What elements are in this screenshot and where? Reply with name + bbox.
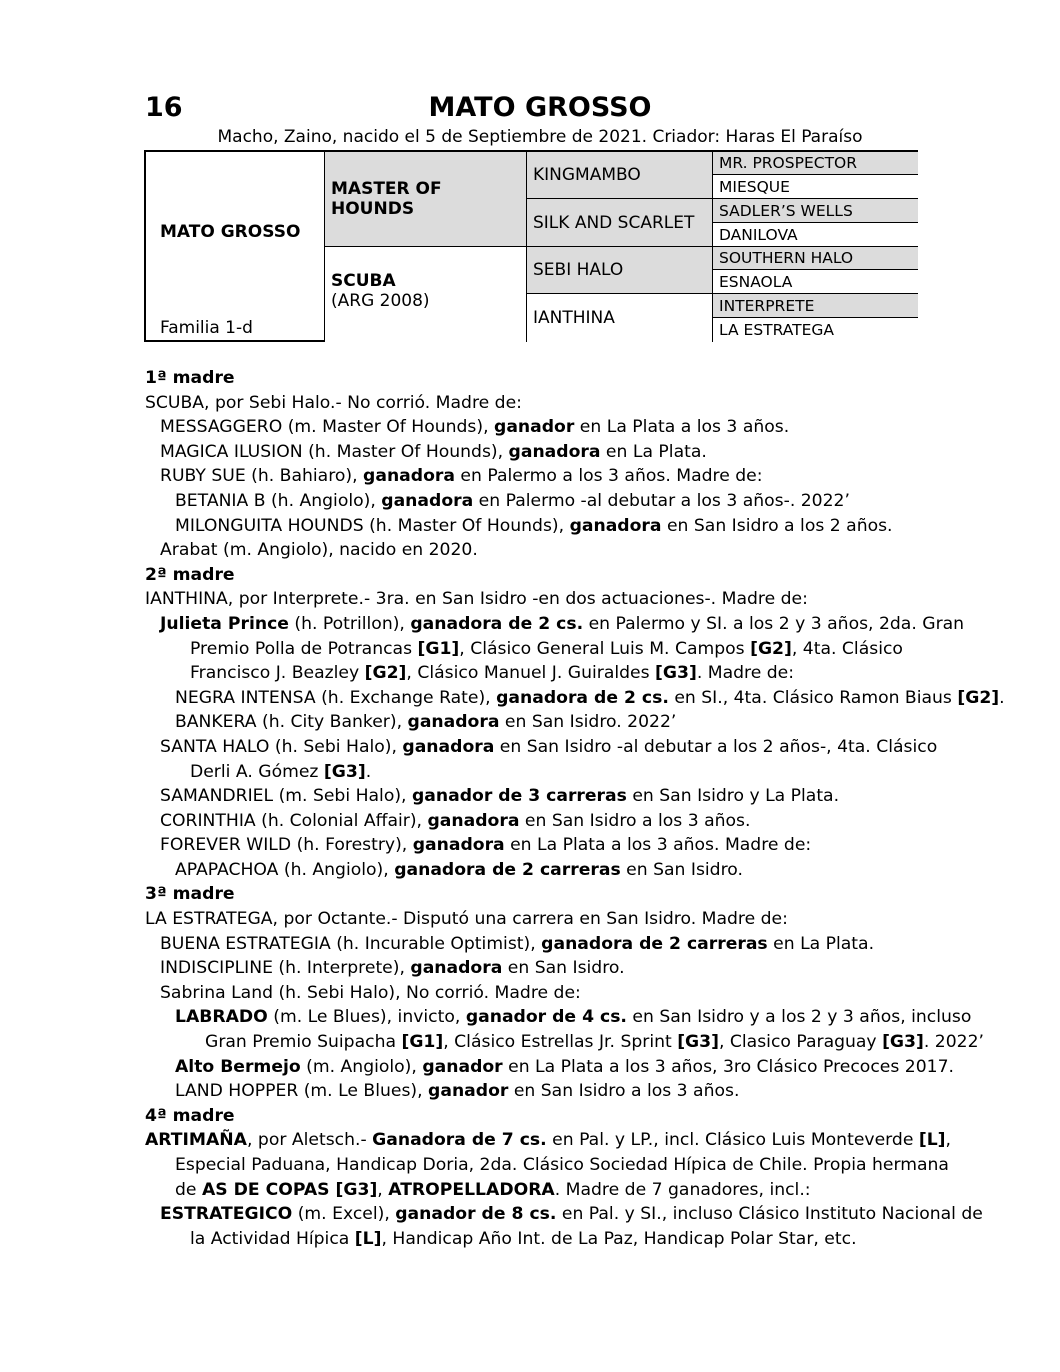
record-line	[145, 1079, 945, 1104]
text-segment: de	[175, 1179, 202, 1200]
bold-text: ganadora	[410, 958, 503, 979]
record-line	[145, 489, 945, 514]
bold-text: ganador	[422, 1056, 503, 1077]
text-segment: en La Plata a los 3 años.	[574, 417, 790, 438]
bold-text: ganadora de 2 carreras	[394, 859, 621, 880]
pedigree-g3-5-name: SOUTHERN HALO	[719, 249, 854, 267]
section-heading	[145, 366, 945, 391]
horse-subtitle: Macho, Zaino, nacido el 5 de Septiembre de 2021. Criador: Haras El Paraíso	[217, 127, 863, 147]
text-segment: BUENA ESTRATEGIA (h. Incurable Optimist),	[160, 933, 542, 954]
text-segment: ,	[945, 1130, 951, 1151]
text-segment: (m. Angiolo),	[300, 1056, 423, 1077]
text-segment: en Pal. y SI., incluso Clásico Instituto Nacional de	[556, 1204, 983, 1225]
text-segment: Francisco J. Beazley	[190, 663, 365, 684]
bold-text: [G3]	[882, 1032, 924, 1053]
bold-text: [G3]	[677, 1032, 719, 1053]
pedigree-dam-name: SCUBA	[331, 271, 396, 291]
produce-record	[145, 366, 1005, 1251]
text-segment: en Palermo -al debutar a los 3 años-. 2022’	[473, 490, 850, 511]
text-segment: , 4ta. Clásico	[791, 638, 903, 659]
pedigree-dam-dam-name: IANTHINA	[533, 308, 615, 328]
bold-text: ganador	[494, 417, 575, 438]
bold-text: [G1]	[417, 638, 460, 659]
record-line	[145, 735, 945, 760]
pedigree-sire	[324, 152, 526, 246]
text-segment: en San Isidro -al debutar a los 2 años-, 4ta. Clásico	[494, 736, 938, 757]
record-line	[145, 1030, 984, 1055]
text-segment: CORINTHIA (h. Colonial Affair),	[160, 810, 428, 831]
text-segment: en Palermo y SI. a los 2 y 3 años, 2da. Gran	[583, 613, 965, 634]
record-line	[145, 833, 945, 858]
bold-text: ESTRATEGICO	[160, 1204, 293, 1225]
record-line	[145, 956, 945, 981]
text-segment: en Palermo a los 3 años. Madre de:	[454, 466, 763, 487]
text-segment: .	[999, 687, 1005, 708]
pedigree-g3-8	[712, 317, 918, 342]
bold-text: ganador de 8 cs.	[395, 1204, 557, 1225]
bold-text: 1ª madre	[145, 368, 235, 388]
text-segment: en Pal. y LP., incl. Clásico Luis Monteverde	[546, 1130, 919, 1151]
text-segment: SANTA HALO (h. Sebi Halo),	[160, 736, 403, 757]
record-line	[145, 514, 945, 539]
bold-text: AS DE COPAS [G3]	[201, 1179, 378, 1200]
bold-text: ATROPELLADORA	[388, 1179, 555, 1200]
record-line	[145, 1178, 945, 1203]
text-segment: MESSAGGERO (m. Master Of Hounds),	[160, 417, 495, 438]
text-segment: , Handicap Año Int. de La Paz, Handicap Polar Star, etc.	[381, 1228, 857, 1249]
pedigree-family: Familia 1-d	[160, 318, 253, 338]
text-segment: IANTHINA, por Interprete.- 3ra. en San Isidro -en dos actuaciones-. Madre de:	[145, 589, 808, 610]
text-segment: BETANIA B (h. Angiolo),	[175, 490, 382, 511]
pedigree-dam	[324, 246, 526, 342]
record-line	[145, 760, 945, 785]
bold-text: [G1]	[401, 1032, 444, 1053]
record-line	[145, 637, 945, 662]
text-segment: APAPACHOA (h. Angiolo),	[175, 859, 395, 880]
record-line	[145, 1128, 951, 1153]
text-segment: (m. Excel),	[292, 1204, 396, 1225]
pedigree-g3-6	[712, 269, 918, 293]
record-line	[145, 587, 945, 612]
pedigree-dam-sire	[526, 246, 712, 293]
pedigree-dam-sire-name: SEBI HALO	[533, 260, 624, 280]
pedigree-sire-sire	[526, 152, 712, 198]
pedigree-g3-7-name: INTERPRETE	[719, 296, 815, 315]
pedigree-g3-1-name: MR. PROSPECTOR	[719, 154, 858, 172]
bold-text: [G2]	[750, 638, 792, 659]
bold-text: ganadora	[412, 835, 505, 856]
bold-text: ganadora de 2 cs.	[410, 613, 584, 634]
text-segment: INDISCIPLINE (h. Interprete),	[160, 958, 411, 979]
lot-number: 16	[145, 92, 183, 123]
pedigree-sire-sire-name: KINGMAMBO	[533, 165, 641, 185]
pedigree-g3-7	[712, 293, 918, 317]
text-segment: MAGICA ILUSION (h. Master Of Hounds),	[160, 441, 509, 462]
text-segment: NEGRA INTENSA (h. Exchange Rate),	[175, 687, 497, 708]
record-line	[145, 981, 945, 1006]
record-line	[145, 1005, 972, 1030]
text-segment: en San Isidro y La Plata.	[626, 786, 840, 807]
pedigree-g3-2	[712, 174, 918, 198]
text-segment: Arabat (m. Angiolo), nacido en 2020.	[160, 540, 478, 561]
pedigree-g3-2-name: MIESQUE	[719, 177, 790, 196]
text-segment: . Madre de 7 ganadores, incl.:	[554, 1179, 811, 1200]
text-segment: MILONGUITA HOUNDS (h. Master Of Hounds),	[175, 515, 570, 536]
text-segment: BANKERA (h. City Banker),	[175, 712, 408, 733]
text-segment: en SI., 4ta. Clásico Ramon Biaus	[668, 687, 958, 708]
record-line	[145, 1202, 983, 1227]
text-segment: , Clásico Estrellas Jr. Sprint	[443, 1032, 678, 1053]
pedigree-table	[144, 150, 918, 342]
text-segment: Derli A. Gómez	[190, 761, 324, 782]
text-segment: ,	[377, 1179, 389, 1200]
text-segment: , por Aletsch.-	[246, 1130, 373, 1151]
text-segment: en San Isidro.	[620, 859, 743, 880]
bold-text: 2ª madre	[145, 564, 235, 585]
text-segment: la Actividad Hípica	[190, 1228, 355, 1249]
bold-text: ARTIMAÑA	[145, 1130, 247, 1151]
bold-text: ganadora	[569, 515, 662, 536]
bold-text: ganadora	[363, 466, 455, 487]
pedigree-sire-dam-name: SILK AND SCARLET	[533, 212, 695, 233]
pedigree-g3-5	[712, 246, 918, 269]
pedigree-g3-3-name: SADLER’S WELLS	[719, 201, 853, 220]
section-heading	[145, 1104, 945, 1129]
record-line	[145, 661, 945, 686]
bold-text: [G3]	[323, 761, 366, 782]
record-line	[145, 538, 945, 563]
bold-text: ganador de 4 cs.	[465, 1007, 627, 1028]
pedigree-sire-name: MASTER OF HOUNDS	[331, 179, 442, 219]
text-segment: RUBY SUE (h. Bahiaro),	[160, 466, 364, 487]
record-line	[145, 809, 945, 834]
pedigree-subject: MATO GROSSO	[160, 222, 301, 242]
text-segment: en San Isidro a los 3 años.	[508, 1081, 740, 1102]
section-heading	[145, 882, 945, 907]
section-heading	[145, 563, 945, 588]
pedigree-g3-4	[712, 222, 918, 246]
pedigree-g3-3	[712, 198, 918, 222]
bold-text: ganador de 3 carreras	[411, 786, 627, 807]
record-line	[145, 1153, 949, 1178]
text-segment: FOREVER WILD (h. Forestry),	[160, 835, 413, 856]
horse-title: MATO GROSSO	[428, 92, 652, 123]
text-segment: en La Plata a los 3 años, 3ro Clásico Precoces 2017.	[502, 1056, 954, 1077]
text-segment: , Clásico General Luis M. Campos	[459, 638, 751, 659]
text-segment: (m. Le Blues), invicto,	[267, 1007, 466, 1028]
text-segment: SCUBA, por Sebi Halo.- No corrió. Madre de:	[145, 392, 522, 413]
text-segment: Sabrina Land (h. Sebi Halo), No corrió. Madre de:	[160, 982, 581, 1003]
bold-text: [G2]	[957, 687, 1000, 708]
bold-text: 4ª madre	[145, 1105, 235, 1126]
pedigree-sire-dam	[526, 198, 712, 246]
text-segment: en San Isidro a los 2 años.	[661, 515, 893, 536]
bold-text: ganadora	[407, 712, 500, 733]
pedigree-dam-origin: (ARG 2008)	[331, 291, 430, 311]
record-line	[145, 784, 945, 809]
bold-text: ganadora	[508, 441, 601, 462]
text-segment: Gran Premio Suipacha	[205, 1032, 402, 1053]
pedigree-dam-dam	[526, 293, 712, 342]
text-segment: , Clasico Paraguay	[718, 1032, 883, 1053]
bold-text: [G2]	[364, 663, 407, 684]
text-segment: en San Isidro. 2022’	[499, 712, 677, 733]
text-segment: en La Plata.	[767, 933, 875, 954]
bold-text: ganadora	[402, 736, 495, 757]
record-line	[145, 932, 945, 957]
bold-text: [L]	[918, 1130, 946, 1151]
text-segment: en La Plata a los 3 años. Madre de:	[504, 835, 812, 856]
pedigree-g3-6-name: ESNAOLA	[719, 272, 793, 291]
bold-text: Alto Bermejo	[175, 1056, 301, 1077]
bold-text: [G3]	[655, 663, 697, 684]
text-segment: en San Isidro y a los 2 y 3 años, incluso	[626, 1007, 972, 1028]
record-line	[145, 858, 945, 883]
text-segment: LAND HOPPER (m. Le Blues),	[175, 1081, 429, 1102]
text-segment: en La Plata.	[600, 441, 707, 462]
record-line	[145, 464, 945, 489]
record-line	[145, 1055, 954, 1080]
text-segment: . Madre de:	[696, 663, 795, 684]
record-line	[145, 907, 945, 932]
pedigree-g3-4-name: DANILOVA	[719, 225, 798, 244]
text-segment: . 2022’	[923, 1032, 984, 1053]
record-line	[145, 440, 945, 465]
bold-text: ganadora de 2 carreras	[541, 933, 768, 954]
bold-text: ganadora	[427, 810, 520, 831]
text-segment: , Clásico Manuel J. Guiraldes	[406, 663, 656, 684]
text-segment: en San Isidro a los 3 años.	[519, 810, 751, 831]
text-segment: LA ESTRATEGA, por Octante.- Disputó una carrera en San Isidro. Madre de:	[145, 909, 788, 930]
bold-text: LABRADO	[175, 1007, 268, 1028]
text-segment: en San Isidro.	[502, 958, 625, 979]
record-line	[145, 415, 945, 440]
bold-text: ganador	[428, 1081, 509, 1102]
pedigree-g3-1	[712, 152, 918, 174]
record-line	[145, 1227, 945, 1252]
bold-text: ganadora de 2 cs.	[496, 687, 669, 708]
bold-text: Julieta Prince	[160, 613, 289, 634]
pedigree-g3-8-name: LA ESTRATEGA	[719, 321, 835, 339]
bold-text: ganadora	[381, 490, 474, 511]
text-segment: Premio Polla de Potrancas	[190, 638, 418, 659]
record-line	[145, 686, 1005, 711]
text-segment: (h. Potrillon),	[288, 613, 411, 634]
text-segment: SAMANDRIEL (m. Sebi Halo),	[160, 786, 412, 807]
text-segment: .	[365, 761, 372, 782]
record-line	[145, 391, 945, 416]
record-line	[145, 710, 945, 735]
text-segment: Especial Paduana, Handicap Doria, 2da. Clásico Sociedad Hípica de Chile. Propia hermana	[175, 1155, 949, 1175]
bold-text: [L]	[354, 1228, 382, 1249]
record-line	[145, 612, 965, 637]
bold-text: Ganadora de 7 cs.	[372, 1130, 547, 1151]
bold-text: 3ª madre	[145, 884, 235, 905]
